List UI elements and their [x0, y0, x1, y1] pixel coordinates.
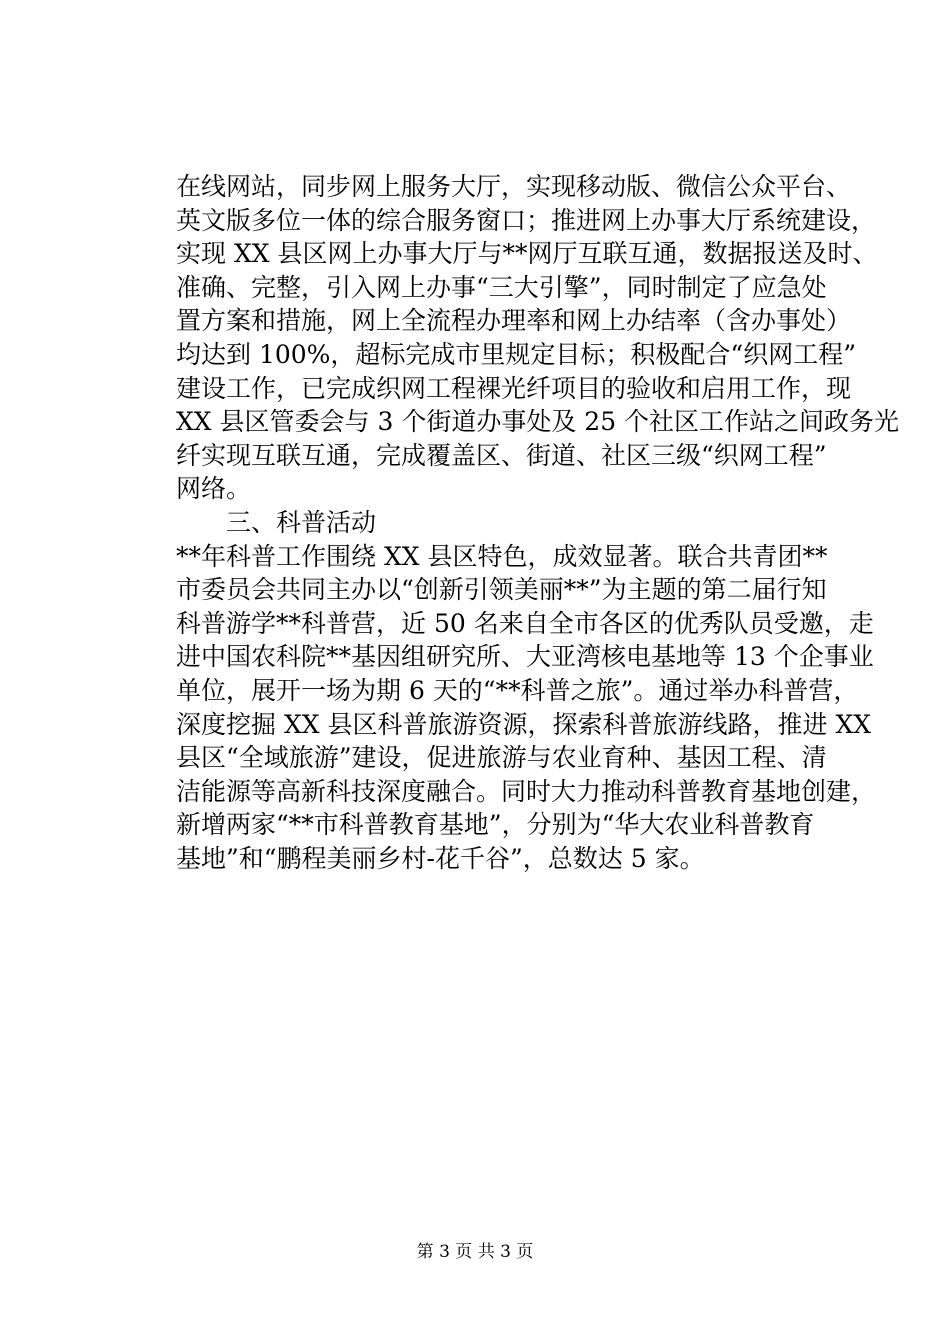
text-line: 建设工作，已完成织网工程裸光纤项目的验收和启用工作，现	[176, 373, 852, 403]
text-line: 新增两家“**市科普教育基地”，分别为“华大农业科普教育	[176, 810, 815, 840]
document-body	[176, 170, 900, 875]
text-line: 纤实现互联互通，完成覆盖区、街道、社区三级“织网工程”	[176, 440, 827, 470]
text-line: 市委员会共同主办以“创新引领美丽**”为主题的第二届行知	[176, 575, 827, 605]
text-line: 科普游学**科普营，近 50 名来自全市各区的优秀队员受邀，走	[176, 608, 874, 638]
page-number-footer: 第 3 页 共 3 页	[416, 1242, 534, 1262]
text-line: 实现 XX 县区网上办事大厅与**网厅互联互通，数据报送及时、	[176, 239, 878, 269]
text-line: XX 县区管委会与 3 个街道办事处及 25 个社区工作站之间政务光	[176, 407, 900, 437]
text-line: 准确、完整，引入网上办事“三大引擎”，同时制定了应急处	[176, 272, 827, 302]
text-line: **年科普工作围绕 XX 县区特色，成效显著。联合共青团**	[176, 541, 828, 571]
text-line: 基地”和“鹏程美丽乡村-花千谷”，总数达 5 家。	[176, 843, 705, 873]
text-line: 网络。	[176, 474, 252, 504]
text-line: 进中国农科院**基因组研究所、大亚湾核电基地等 13 个企事业	[176, 642, 874, 672]
text-line: 在线网站，同步网上服务大厅，实现移动版、微信公众平台、	[176, 172, 852, 201]
text-line: 单位，展开一场为期 6 天的“**科普之旅”。通过举办科普营，	[176, 675, 859, 705]
text-line: 英文版多位一体的综合服务窗口；推进网上办事大厅系统建设，	[176, 205, 877, 235]
text-line: 洁能源等高新科技深度融合。同时大力推动科普教育基地创建，	[176, 776, 877, 806]
text-line: 县区“全域旅游”建设，促进旅游与农业育种、基因工程、清	[176, 743, 827, 773]
section-heading: 三、科普活动	[226, 507, 377, 537]
text-line: 置方案和措施，网上全流程办理率和网上办结率（含办事处）	[176, 306, 852, 336]
text-line: 均达到 100%，超标完成市里规定目标；积极配合“织网工程”	[176, 339, 856, 369]
text-line: 深度挖掘 XX 县区科普旅游资源，探索科普旅游线路，推进 XX	[176, 709, 872, 739]
